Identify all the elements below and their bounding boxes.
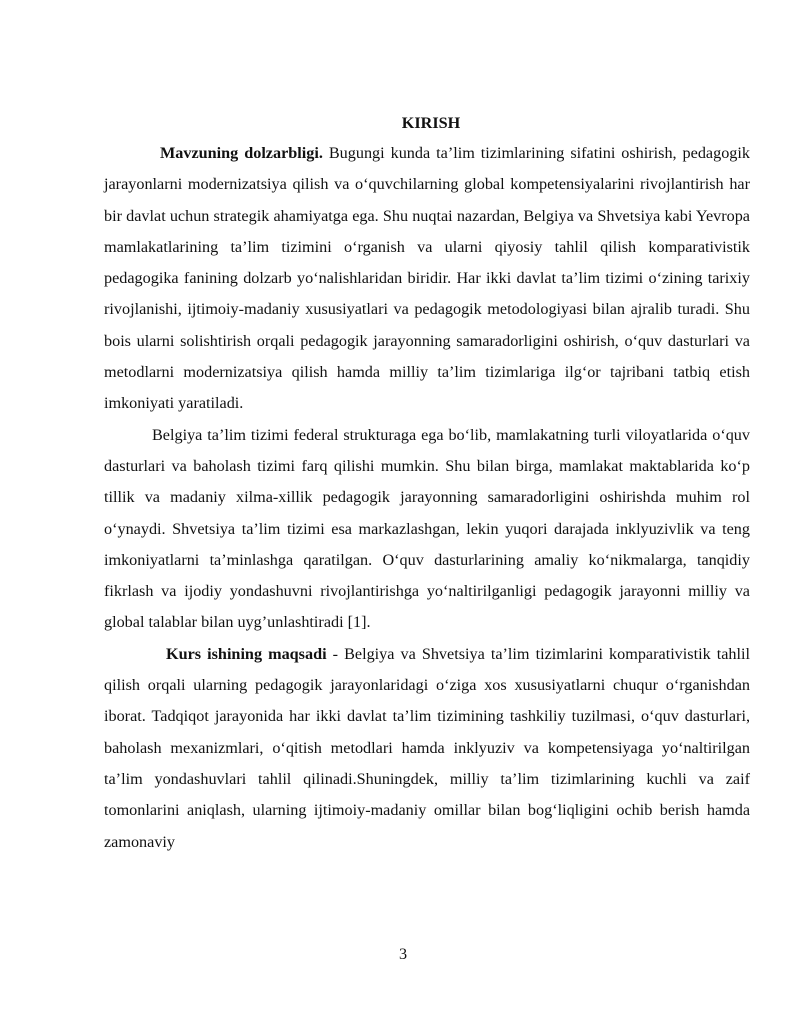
paragraph-lead-course-goal: Kurs ishining maqsadi — [166, 644, 327, 663]
paragraph-text-course-goal: - Belgiya va Shvetsiya ta’lim tizimlarini komparativistik tahlil qilish orqali ularning pedagogik jarayonlaridagi o‘ziga xos xususiyatlarni chuqur o‘rganishdan iborat. Tadqiqot jarayonida har ikki davlat ta’lim tizimining tashkiliy tuzilmasi, o‘quv dasturlari, baholash mexanizmlari, o‘qitish metodlari hamda inklyuziv va kompetensiyaga yo‘naltirilgan ta’lim yondashuvlari tahlil qilinadi.Shuningdek, milliy ta’lim tizimlarining kuchli va zaif tomonlarini aniqlash, ularning ijtimoiy-madaniy omillar bilan bog‘liqligini ochib berish hamda zamonaviy — [104, 644, 750, 851]
page-number: 3 — [398, 945, 408, 963]
paragraph-lead-relevance: Mavzuning dolzarbligi. — [160, 144, 323, 162]
paragraph-relevance — [104, 138, 750, 420]
paragraph-text-belgium-sweden: Belgiya ta’lim tizimi federal strukturaga ega bo‘lib, mamlakatning turli viloyatlarida o‘quv dasturlari va baholash tizimi farq qilishi mumkin. Shu bilan birga, mamlakat maktablarida ko‘p tillik va madaniy xilma-xillik pedagogik jarayonning samaradorligini oshirishda muhim rol o‘ynaydi. Shvetsiya ta’lim tizimi esa markazlashgan, lekin yuqori darajada inklyuzivlik va teng imkoniyatlarni ta’minlashga qaratilgan. O‘quv dasturlarining amaliy ko‘nikmalarga, tanqidiy fikrlash va ijodiy yondashuvni rivojlantirishga yo‘naltirilganligi pedagogik jarayonni milliy va global talablar bilan uyg’unlashtiradi [1]. — [104, 425, 750, 632]
paragraph-belgium-sweden — [104, 420, 750, 639]
section-title: KIRISH — [401, 114, 461, 132]
paragraph-course-goal — [104, 639, 750, 858]
paragraph-text-relevance: Bugungi kunda ta’lim tizimlarining sifatini oshirish, pedagogik jarayonlarni modernizatsiya qilish va o‘quvchilarning global kompetensiyalarini rivojlantirish har bir davlat uchun strategik ahamiyatga ega. Shu nuqtai nazardan, Belgiya va Shvetsiya kabi Yevropa mamlakatlarining ta’lim tizimini o‘rganish va ularni qiyosiy tahlil qilish komparativistik pedagogika fanining dolzarb yo‘nalishlaridan biridir. Har ikki davlat ta’lim tizimi o‘zining tarixiy rivojlanishi, ijtimoiy-madaniy xususiyatlari va pedagogik metodologiyasi bilan ajralib turadi. Shu bois ularni solishtirish orqali pedagogik jarayonning samaradorligini oshirish, o‘quv dasturlari va metodlarni modernizatsiya qilish hamda milliy ta’lim tizimlariga ilg‘or tajribani tatbiq etish imkoniyati yaratiladi. — [104, 144, 750, 413]
page-content — [104, 110, 750, 858]
